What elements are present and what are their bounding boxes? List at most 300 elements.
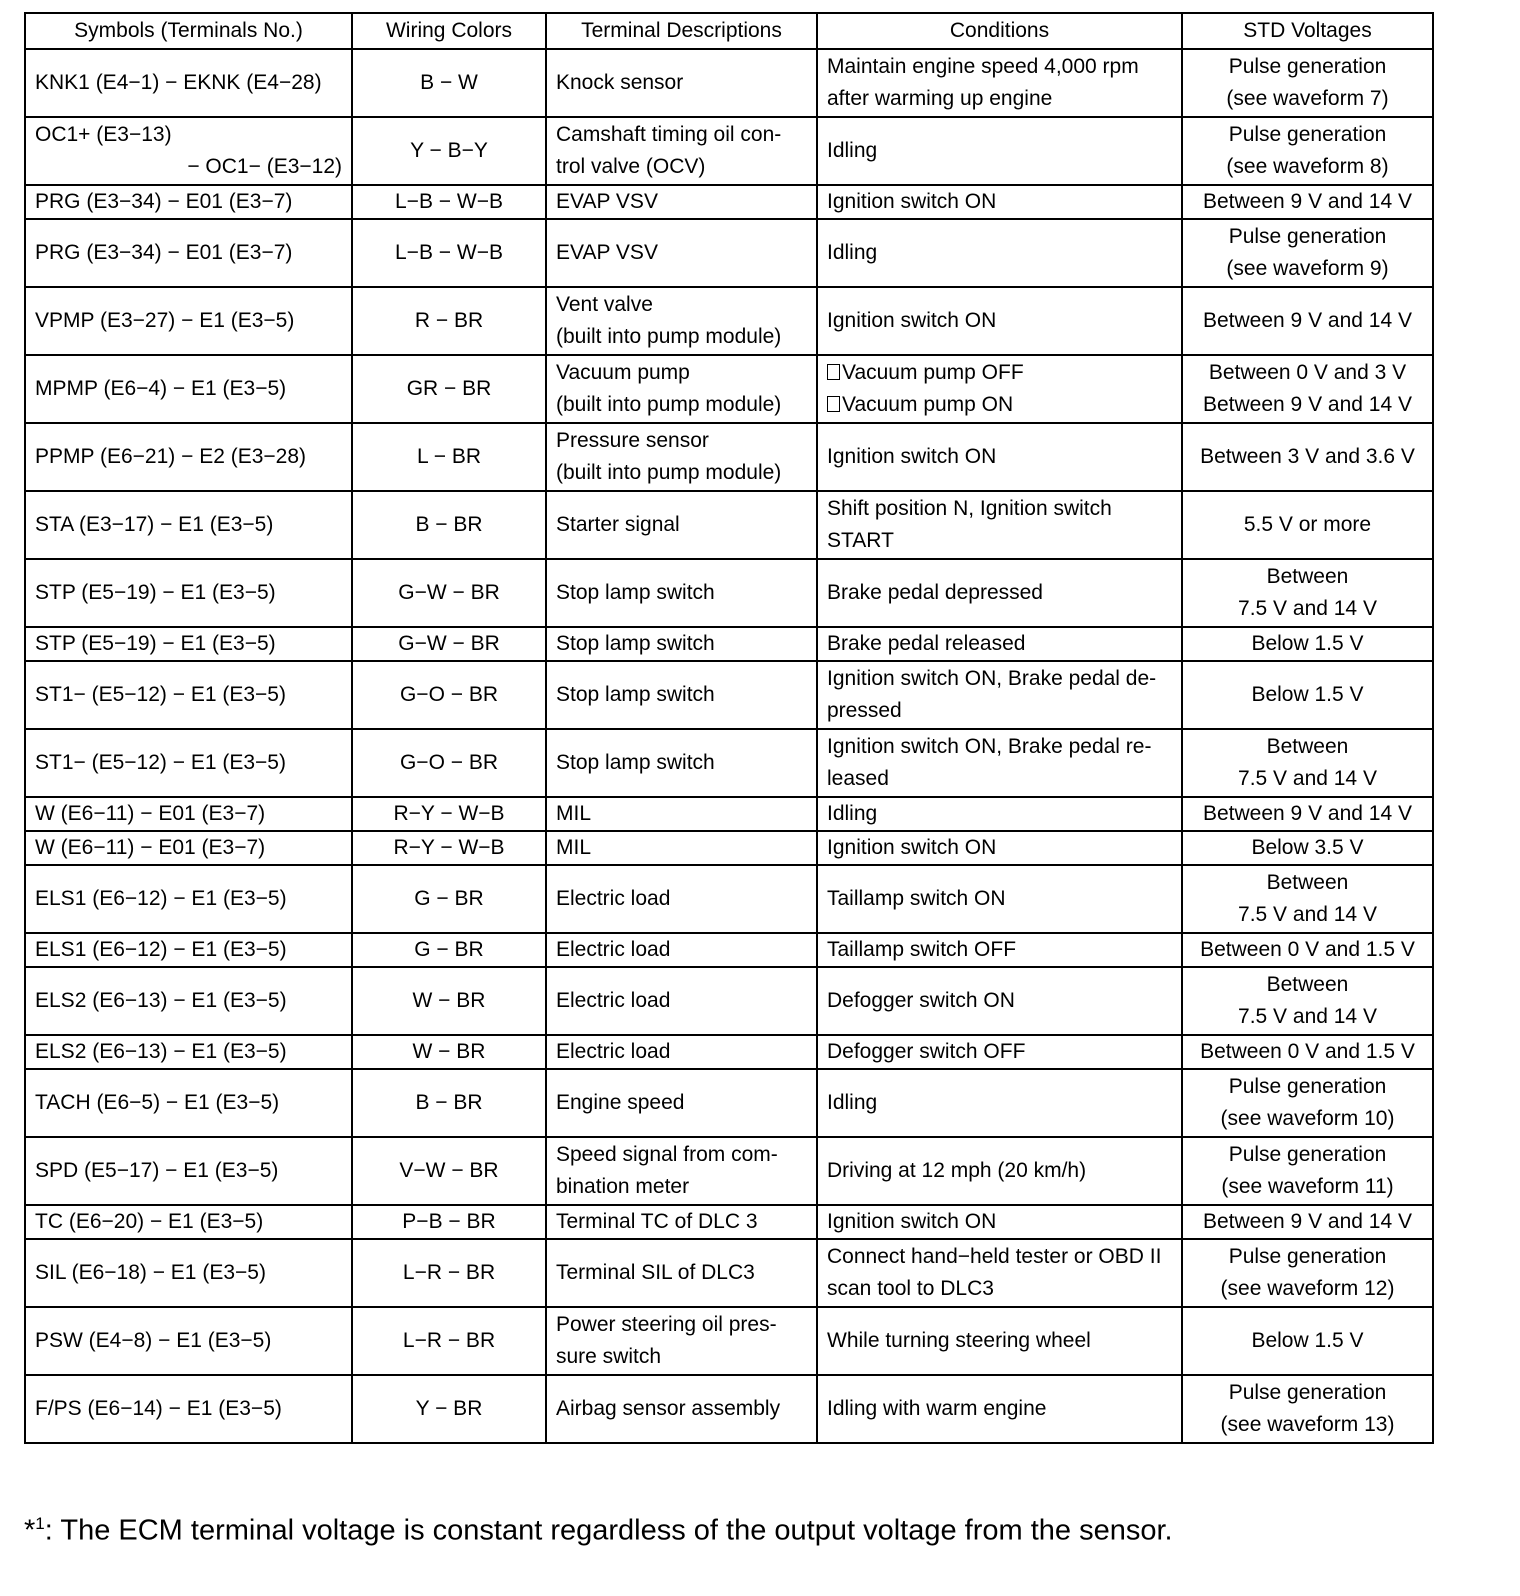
description-text: Pressure sensor: [556, 429, 709, 452]
description-text: Power steering oil pres-: [556, 1313, 777, 1336]
symbol-text: ST1− (E5−12) − E1 (E3−5): [35, 683, 286, 706]
symbol-text: ELS2 (E6−13) − E1 (E3−5): [35, 1040, 287, 1063]
std-voltage-line: [1192, 798, 1423, 830]
table-row: [25, 117, 1433, 185]
symbol-line: [35, 1206, 342, 1238]
checkbox-square-icon: [827, 364, 840, 380]
condition-line: [827, 389, 1172, 421]
condition-line: [827, 357, 1172, 389]
symbol-text: W (E6−11) − E01 (E3−7): [35, 836, 266, 859]
table-row: [25, 865, 1433, 933]
symbol-line: [35, 373, 342, 405]
std-voltage-text: Between: [1266, 565, 1349, 588]
condition-text: Defogger switch ON: [827, 989, 1015, 1012]
symbol-line: [35, 577, 342, 609]
condition-cell: [817, 627, 1182, 661]
wiring-color-cell: R − BR: [352, 287, 546, 355]
std-voltage-line: [1192, 561, 1423, 593]
description-line: [556, 1171, 807, 1203]
condition-line: [827, 934, 1172, 966]
symbol-line: [35, 237, 342, 269]
header-symbols: Symbols (Terminals No.): [25, 13, 352, 49]
description-line: [556, 509, 807, 541]
wiring-color-cell: B − BR: [352, 1069, 546, 1137]
std-voltage-text: Between 9 V and 14 V: [1203, 393, 1412, 416]
std-voltage-text: (see waveform 7): [1226, 87, 1389, 110]
symbol-line: [35, 509, 342, 541]
symbol-text: OC1+ (E3−13): [35, 123, 172, 146]
description-text: Electric load: [556, 1040, 671, 1063]
std-voltage-line: [1192, 83, 1423, 115]
condition-cell: [817, 1239, 1182, 1307]
wiring-color-cell: L−B − W−B: [352, 185, 546, 219]
std-voltage-line: [1192, 151, 1423, 183]
symbol-text: KNK1 (E4−1) − EKNK (E4−28): [35, 71, 322, 94]
std-voltage-text: (see waveform 8): [1226, 155, 1389, 178]
wiring-color-cell: W − BR: [352, 967, 546, 1035]
footnote-number: 1: [35, 1514, 45, 1533]
condition-text: leased: [827, 767, 889, 790]
symbol-text: − OC1− (E3−12): [187, 155, 342, 178]
condition-cell: [817, 967, 1182, 1035]
table-row: [25, 729, 1433, 797]
condition-text: Driving at 12 mph (20 km/h): [827, 1159, 1087, 1182]
std-voltage-line: [1192, 509, 1423, 541]
std-voltage-line: [1192, 763, 1423, 795]
std-voltage-line: [1192, 253, 1423, 285]
std-voltage-cell: [1182, 49, 1433, 117]
symbol-line: [35, 934, 342, 966]
std-voltage-text: Between 0 V and 1.5 V: [1200, 938, 1415, 961]
description-cell: [546, 1239, 817, 1307]
std-voltage-line: [1192, 186, 1423, 218]
std-voltage-cell: [1182, 1069, 1433, 1137]
symbol-text: STA (E3−17) − E1 (E3−5): [35, 513, 274, 536]
description-line: [556, 985, 807, 1017]
description-line: [556, 1257, 807, 1289]
description-text: Terminal SIL of DLC3: [556, 1261, 755, 1284]
description-cell: [546, 661, 817, 729]
description-text: EVAP VSV: [556, 190, 658, 213]
table-row: [25, 1239, 1433, 1307]
std-voltage-line: [1192, 1139, 1423, 1171]
description-line: [556, 1087, 807, 1119]
symbol-cell: [25, 865, 352, 933]
condition-line: [827, 1036, 1172, 1068]
std-voltage-text: (see waveform 11): [1221, 1175, 1394, 1198]
condition-line: [827, 1325, 1172, 1357]
condition-text: Brake pedal released: [827, 632, 1026, 655]
table-row: [25, 1307, 1433, 1375]
symbol-cell: [25, 355, 352, 423]
std-voltage-cell: [1182, 287, 1433, 355]
condition-text: Defogger switch OFF: [827, 1040, 1026, 1063]
std-voltage-text: Between 9 V and 14 V: [1203, 309, 1412, 332]
symbol-text: TC (E6−20) − E1 (E3−5): [35, 1210, 264, 1233]
footnote: [24, 1514, 1173, 1548]
header-row: [25, 13, 1433, 49]
std-voltage-text: 7.5 V and 14 V: [1238, 767, 1377, 790]
std-voltage-line: [1192, 357, 1423, 389]
symbol-cell: [25, 933, 352, 967]
std-voltage-line: [1192, 119, 1423, 151]
table-row: [25, 219, 1433, 287]
condition-cell: [817, 1205, 1182, 1239]
symbol-line: [35, 305, 342, 337]
footnote-mark: *: [24, 1514, 36, 1547]
description-cell: [546, 967, 817, 1035]
condition-text: after warming up engine: [827, 87, 1053, 110]
std-voltage-line: [1192, 1377, 1423, 1409]
description-line: [556, 67, 807, 99]
std-voltage-cell: [1182, 491, 1433, 559]
std-voltage-text: Pulse generation: [1228, 123, 1387, 146]
std-voltage-text: (see waveform 13): [1220, 1413, 1395, 1436]
table-row: [25, 1137, 1433, 1205]
description-line: [556, 1139, 807, 1171]
wiring-color-cell: R−Y − W−B: [352, 831, 546, 865]
description-text: Stop lamp switch: [556, 683, 715, 706]
condition-cell: [817, 355, 1182, 423]
description-line: [556, 151, 807, 183]
description-cell: [546, 933, 817, 967]
header-wiring-colors: Wiring Colors: [352, 13, 546, 49]
condition-cell: [817, 933, 1182, 967]
symbol-cell: [25, 1035, 352, 1069]
description-line: [556, 1206, 807, 1238]
symbol-text: TACH (E6−5) − E1 (E3−5): [35, 1091, 280, 1114]
table-row: [25, 1069, 1433, 1137]
description-cell: [546, 1035, 817, 1069]
condition-text: pressed: [827, 699, 902, 722]
condition-cell: [817, 1035, 1182, 1069]
description-line: [556, 798, 807, 830]
std-voltage-line: [1192, 1409, 1423, 1441]
std-voltage-text: Between: [1266, 735, 1349, 758]
condition-cell: [817, 1137, 1182, 1205]
description-cell: [546, 797, 817, 831]
std-voltage-text: Between 0 V and 1.5 V: [1200, 1040, 1415, 1063]
condition-cell: [817, 729, 1182, 797]
condition-text: Idling: [827, 802, 878, 825]
condition-cell: [817, 831, 1182, 865]
description-text: Speed signal from com-: [556, 1143, 778, 1166]
std-voltage-line: [1192, 1001, 1423, 1033]
description-text: Vent valve: [556, 293, 653, 316]
std-voltage-text: 7.5 V and 14 V: [1238, 903, 1377, 926]
symbol-text: VPMP (E3−27) − E1 (E3−5): [35, 309, 295, 332]
std-voltage-text: Pulse generation: [1228, 225, 1387, 248]
std-voltage-cell: [1182, 661, 1433, 729]
condition-cell: [817, 219, 1182, 287]
condition-cell: [817, 49, 1182, 117]
symbol-cell: [25, 1205, 352, 1239]
table-row: [25, 967, 1433, 1035]
symbol-cell: [25, 491, 352, 559]
description-cell: [546, 1375, 817, 1443]
wiring-color-cell: L−R − BR: [352, 1239, 546, 1307]
header-terminal-descriptions: Terminal Descriptions: [546, 13, 817, 49]
condition-line: [827, 663, 1172, 695]
std-voltage-cell: [1182, 185, 1433, 219]
condition-line: [827, 237, 1172, 269]
table-row: [25, 831, 1433, 865]
condition-cell: [817, 1307, 1182, 1375]
description-cell: [546, 287, 817, 355]
symbol-line: [35, 1036, 342, 1068]
wiring-color-cell: V−W − BR: [352, 1137, 546, 1205]
symbol-cell: [25, 797, 352, 831]
description-line: [556, 577, 807, 609]
description-cell: [546, 423, 817, 491]
symbol-line: [35, 119, 342, 151]
symbol-text: F/PS (E6−14) − E1 (E3−5): [35, 1397, 282, 1420]
std-voltage-line: [1192, 679, 1423, 711]
std-voltage-text: Pulse generation: [1228, 1245, 1387, 1268]
std-voltage-cell: [1182, 967, 1433, 1035]
symbol-cell: [25, 1069, 352, 1137]
std-voltage-line: [1192, 305, 1423, 337]
description-text: MIL: [556, 802, 592, 825]
condition-line: [827, 577, 1172, 609]
table-row: [25, 627, 1433, 661]
description-line: [556, 321, 807, 353]
symbol-text: ELS1 (E6−12) − E1 (E3−5): [35, 887, 287, 910]
std-voltage-cell: [1182, 423, 1433, 491]
wiring-color-cell: W − BR: [352, 1035, 546, 1069]
symbol-line: [35, 679, 342, 711]
std-voltage-text: Below 1.5 V: [1251, 632, 1364, 655]
condition-text: Connect hand−held tester or OBD II: [827, 1245, 1162, 1268]
checkbox-square-icon: [827, 396, 840, 412]
std-voltage-cell: [1182, 729, 1433, 797]
wiring-color-cell: L−R − BR: [352, 1307, 546, 1375]
wiring-color-cell: B − BR: [352, 491, 546, 559]
description-line: [556, 1393, 807, 1425]
wiring-color-cell: L − BR: [352, 423, 546, 491]
description-line: [556, 186, 807, 218]
symbol-line: [35, 883, 342, 915]
std-voltage-cell: [1182, 219, 1433, 287]
std-voltage-cell: [1182, 933, 1433, 967]
table-row: [25, 1035, 1433, 1069]
condition-line: [827, 1273, 1172, 1305]
symbol-text: W (E6−11) − E01 (E3−7): [35, 802, 266, 825]
std-voltage-text: Pulse generation: [1228, 55, 1387, 78]
condition-line: [827, 985, 1172, 1017]
std-voltage-cell: [1182, 1205, 1433, 1239]
description-cell: [546, 117, 817, 185]
description-text: Stop lamp switch: [556, 581, 715, 604]
condition-line: [827, 832, 1172, 864]
description-text: Starter signal: [556, 513, 680, 536]
description-text: Airbag sensor assembly: [556, 1397, 781, 1420]
wiring-color-cell: G−W − BR: [352, 559, 546, 627]
condition-text: Maintain engine speed 4,000 rpm: [827, 55, 1139, 78]
std-voltage-line: [1192, 969, 1423, 1001]
wiring-color-cell: Y − BR: [352, 1375, 546, 1443]
description-text: Vacuum pump: [556, 361, 690, 384]
std-voltage-cell: [1182, 117, 1433, 185]
wiring-color-cell: G−W − BR: [352, 627, 546, 661]
std-voltage-text: Between 9 V and 14 V: [1203, 190, 1412, 213]
symbol-cell: [25, 729, 352, 797]
description-line: [556, 1036, 807, 1068]
std-voltage-line: [1192, 1071, 1423, 1103]
symbol-cell: [25, 185, 352, 219]
std-voltage-line: [1192, 1103, 1423, 1135]
condition-text: While turning steering wheel: [827, 1329, 1091, 1352]
std-voltage-text: Below 1.5 V: [1251, 1329, 1364, 1352]
description-text: Electric load: [556, 989, 671, 1012]
condition-text: Idling: [827, 139, 878, 162]
description-line: [556, 389, 807, 421]
description-line: [556, 883, 807, 915]
symbol-cell: [25, 967, 352, 1035]
terminal-voltage-table: [24, 12, 1434, 1444]
std-voltage-cell: [1182, 1035, 1433, 1069]
symbol-cell: [25, 219, 352, 287]
condition-line: [827, 1393, 1172, 1425]
condition-line: [827, 441, 1172, 473]
symbol-line: [35, 67, 342, 99]
table-row: [25, 559, 1433, 627]
description-text: (built into pump module): [556, 393, 782, 416]
description-text: EVAP VSV: [556, 241, 658, 264]
std-voltage-text: Pulse generation: [1228, 1143, 1387, 1166]
symbol-cell: [25, 661, 352, 729]
symbol-line: [35, 1155, 342, 1187]
condition-cell: [817, 423, 1182, 491]
std-voltage-text: Below 3.5 V: [1251, 836, 1364, 859]
description-line: [556, 425, 807, 457]
std-voltage-text: Pulse generation: [1228, 1075, 1387, 1098]
condition-text: Idling with warm engine: [827, 1397, 1047, 1420]
std-voltage-cell: [1182, 355, 1433, 423]
std-voltage-text: Between 9 V and 14 V: [1203, 1210, 1412, 1233]
symbol-line: [35, 798, 342, 830]
condition-text: Idling: [827, 241, 878, 264]
symbol-line: [35, 1393, 342, 1425]
table-row: [25, 423, 1433, 491]
wiring-color-cell: P−B − BR: [352, 1205, 546, 1239]
condition-line: [827, 305, 1172, 337]
description-text: Stop lamp switch: [556, 751, 715, 774]
std-voltage-text: (see waveform 12): [1220, 1277, 1395, 1300]
header-std-voltages: STD Voltages: [1182, 13, 1433, 49]
description-text: bination meter: [556, 1175, 690, 1198]
symbol-text: PRG (E3−34) − E01 (E3−7): [35, 241, 293, 264]
std-voltage-text: 5.5 V or more: [1243, 513, 1372, 536]
std-voltage-line: [1192, 1241, 1423, 1273]
condition-line: [827, 493, 1172, 525]
std-voltage-cell: [1182, 1137, 1433, 1205]
table-row: [25, 1205, 1433, 1239]
condition-text: Taillamp switch ON: [827, 887, 1006, 910]
table-row: [25, 355, 1433, 423]
std-voltage-line: [1192, 221, 1423, 253]
std-voltage-cell: [1182, 831, 1433, 865]
symbol-cell: [25, 559, 352, 627]
symbol-line: [35, 1257, 342, 1289]
wiring-color-cell: R−Y − W−B: [352, 797, 546, 831]
footnote-text: : The ECM terminal voltage is constant regardless of the output voltage from the sensor.: [44, 1514, 1173, 1547]
description-cell: [546, 831, 817, 865]
symbol-text: PSW (E4−8) − E1 (E3−5): [35, 1329, 272, 1352]
condition-text: Ignition switch ON: [827, 1210, 997, 1233]
table-row: [25, 185, 1433, 219]
condition-line: [827, 695, 1172, 727]
description-line: [556, 289, 807, 321]
std-voltage-line: [1192, 1206, 1423, 1238]
description-line: [556, 357, 807, 389]
condition-line: [827, 1241, 1172, 1273]
description-line: [556, 832, 807, 864]
std-voltage-text: Between: [1266, 871, 1349, 894]
description-text: Stop lamp switch: [556, 632, 715, 655]
wiring-color-cell: GR − BR: [352, 355, 546, 423]
description-text: (built into pump module): [556, 325, 782, 348]
description-line: [556, 679, 807, 711]
symbol-cell: [25, 117, 352, 185]
symbol-text: ST1− (E5−12) − E1 (E3−5): [35, 751, 286, 774]
condition-cell: [817, 185, 1182, 219]
symbol-cell: [25, 423, 352, 491]
table-row: [25, 933, 1433, 967]
condition-line: [827, 763, 1172, 795]
symbol-line: [35, 985, 342, 1017]
condition-cell: [817, 1069, 1182, 1137]
description-text: trol valve (OCV): [556, 155, 706, 178]
symbol-text: PPMP (E6−21) − E2 (E3−28): [35, 445, 307, 468]
description-cell: [546, 49, 817, 117]
condition-text: Ignition switch ON: [827, 445, 997, 468]
condition-line: [827, 1206, 1172, 1238]
symbol-text: SPD (E5−17) − E1 (E3−5): [35, 1159, 279, 1182]
condition-text: Ignition switch ON: [827, 836, 997, 859]
condition-cell: [817, 287, 1182, 355]
symbol-text: ELS1 (E6−12) − E1 (E3−5): [35, 938, 287, 961]
condition-cell: [817, 117, 1182, 185]
std-voltage-line: [1192, 1325, 1423, 1357]
condition-line: [827, 1087, 1172, 1119]
condition-text: START: [827, 529, 894, 552]
symbol-line: [35, 441, 342, 473]
table-row: [25, 661, 1433, 729]
condition-text: Ignition switch ON: [827, 309, 997, 332]
std-voltage-text: 7.5 V and 14 V: [1238, 597, 1377, 620]
description-text: Terminal TC of DLC 3: [556, 1210, 758, 1233]
symbol-line: [35, 186, 342, 218]
condition-cell: [817, 559, 1182, 627]
condition-cell: [817, 865, 1182, 933]
table-row: [25, 1375, 1433, 1443]
std-voltage-text: 7.5 V and 14 V: [1238, 1005, 1377, 1028]
std-voltage-cell: [1182, 797, 1433, 831]
description-text: Camshaft timing oil con-: [556, 123, 782, 146]
std-voltage-text: Between 0 V and 3 V: [1208, 361, 1407, 384]
description-cell: [546, 1069, 817, 1137]
wiring-color-cell: G − BR: [352, 865, 546, 933]
symbol-text: MPMP (E6−4) − E1 (E3−5): [35, 377, 287, 400]
description-line: [556, 628, 807, 660]
std-voltage-text: Below 1.5 V: [1251, 683, 1364, 706]
std-voltage-line: [1192, 867, 1423, 899]
std-voltage-line: [1192, 1171, 1423, 1203]
std-voltage-cell: [1182, 865, 1433, 933]
description-text: sure switch: [556, 1345, 662, 1368]
symbol-text: SIL (E6−18) − E1 (E3−5): [35, 1261, 266, 1284]
